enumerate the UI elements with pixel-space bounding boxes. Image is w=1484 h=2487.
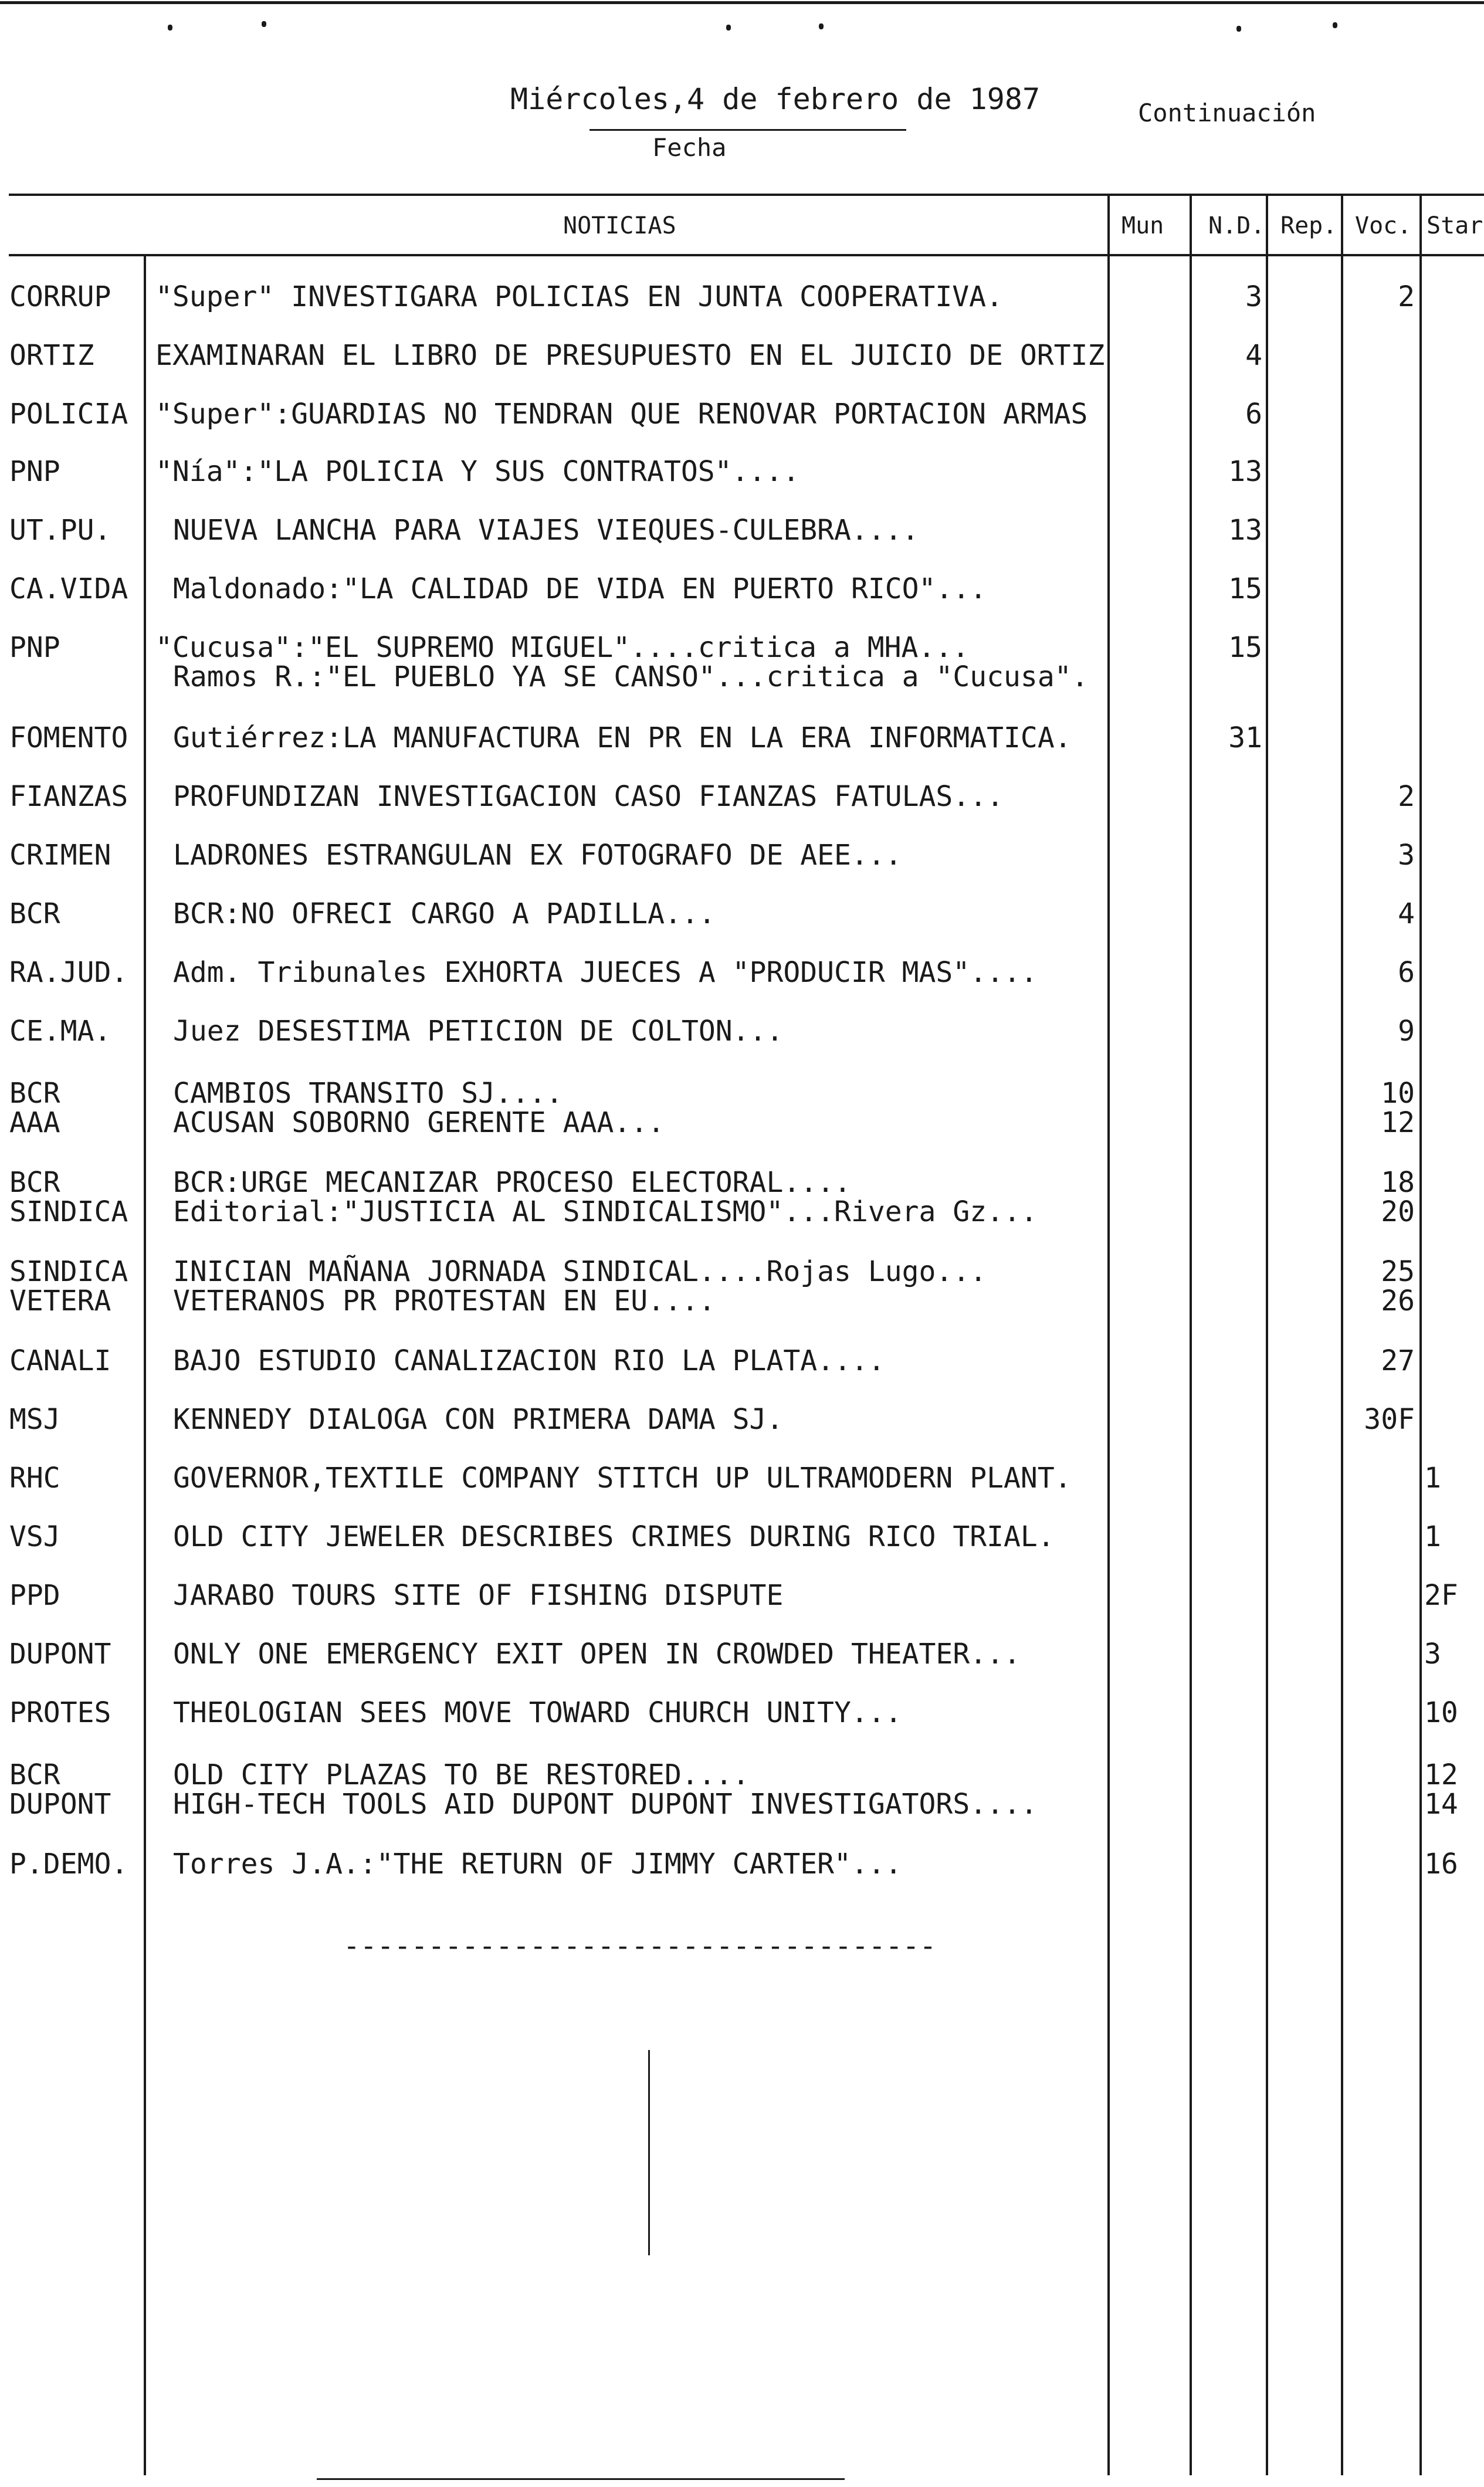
headline-text: OLD CITY PLAZAS TO BE RESTORED.... — [173, 1758, 750, 1791]
rep-page-number: 31 — [1228, 721, 1262, 754]
rep-column-divider — [1266, 194, 1268, 2475]
headline-text: "Super" INVESTIGARA POLICIAS EN JUNTA COOPERATIVA. — [155, 280, 1003, 313]
star-column-divider — [1419, 194, 1422, 2475]
section-code: RA.JUD. — [9, 956, 128, 989]
section-code: UT.PU. — [9, 514, 111, 547]
section-code: CANALI — [9, 1344, 111, 1377]
voc-column-divider — [1341, 194, 1343, 2475]
stray-vertical-mark — [648, 2050, 650, 2255]
section-code: MSJ — [9, 1403, 60, 1436]
headline-text: BCR:NO OFRECI CARGO A PADILLA... — [173, 897, 716, 930]
headline-text: INICIAN MAÑANA JORNADA SINDICAL....Rojas Lugo... — [173, 1255, 987, 1288]
header-nd: N.D. — [1208, 212, 1265, 239]
section-code: SINDICA — [9, 1255, 128, 1288]
headline-text: Maldonado:"LA CALIDAD DE VIDA EN PUERTO RICO"... — [173, 572, 987, 605]
voc-page-number: 2 — [1398, 280, 1415, 313]
section-code: BCR — [9, 897, 60, 930]
section-code: DUPONT — [9, 1638, 111, 1671]
headline-text: "Cucusa":"EL SUPREMO MIGUEL"....critica a MHA... — [155, 631, 970, 664]
section-code: PPD — [9, 1579, 60, 1612]
headline-text: KENNEDY DIALOGA CON PRIMERA DAMA SJ. — [173, 1403, 784, 1436]
section-code: SINDICA — [9, 1195, 128, 1228]
headline-text: CAMBIOS TRANSITO SJ.... — [173, 1077, 563, 1110]
headline-text: NUEVA LANCHA PARA VIAJES VIEQUES-CULEBRA.... — [173, 514, 919, 547]
rep-page-number: 13 — [1228, 514, 1262, 547]
voc-page-number: 26 — [1381, 1285, 1415, 1317]
star-page-number: 10 — [1424, 1696, 1458, 1729]
headline-text: PROFUNDIZAN INVESTIGACION CASO FIANZAS FATULAS... — [173, 780, 1004, 813]
section-code: POLICIA — [9, 398, 128, 431]
voc-page-number: 27 — [1381, 1344, 1415, 1377]
section-code: RHC — [9, 1462, 60, 1495]
voc-page-number: 12 — [1381, 1106, 1415, 1139]
scan-speck — [168, 25, 172, 31]
section-code: PROTES — [9, 1696, 111, 1729]
section-code: DUPONT — [9, 1788, 111, 1821]
section-code: CA.VIDA — [9, 572, 128, 605]
rep-page-number: 6 — [1245, 398, 1262, 431]
rep-page-number: 13 — [1228, 455, 1262, 488]
section-code: PNP — [9, 455, 60, 488]
voc-page-number: 10 — [1381, 1077, 1415, 1110]
headline-text: ACUSAN SOBORNO GERENTE AAA... — [173, 1106, 665, 1139]
header-bottom-rule — [9, 254, 1484, 256]
star-page-number: 3 — [1424, 1638, 1441, 1671]
header-voc: Voc. — [1355, 212, 1412, 239]
headline-text: ONLY ONE EMERGENCY EXIT OPEN IN CROWDED THEATER... — [173, 1638, 1021, 1671]
section-code: AAA — [9, 1106, 60, 1139]
headline-text: OLD CITY JEWELER DESCRIBES CRIMES DURING RICO TRIAL. — [173, 1520, 1055, 1553]
continuation-label: Continuación — [1138, 99, 1316, 127]
header-star: Star — [1427, 212, 1483, 239]
star-page-number: 1 — [1424, 1462, 1441, 1495]
scan-speck — [1236, 26, 1241, 32]
headline-text: Ramos R.:"EL PUEBLO YA SE CANSO"...critica a "Cucusa". — [173, 660, 1089, 693]
rep-page-number: 15 — [1228, 572, 1262, 605]
voc-page-number: 6 — [1398, 956, 1415, 989]
star-page-number: 12 — [1424, 1758, 1458, 1791]
header-noticias: NOTICIAS — [563, 212, 676, 239]
rep-page-number: 15 — [1228, 631, 1262, 664]
headline-text: LADRONES ESTRANGULAN EX FOTOGRAFO DE AEE... — [173, 839, 902, 872]
voc-page-number: 4 — [1398, 897, 1415, 930]
headline-text: Juez DESESTIMA PETICION DE COLTON... — [173, 1015, 784, 1048]
code-column-divider — [144, 254, 146, 2475]
headline-text: BAJO ESTUDIO CANALIZACION RIO LA PLATA.... — [173, 1344, 885, 1377]
voc-page-number: 9 — [1398, 1015, 1415, 1048]
voc-page-number: 3 — [1398, 839, 1415, 872]
scan-speck — [819, 23, 824, 29]
scan-speck — [1333, 22, 1337, 28]
rep-page-number: 3 — [1245, 280, 1262, 313]
voc-page-number: 18 — [1381, 1166, 1415, 1199]
headline-text: GOVERNOR,TEXTILE COMPANY STITCH UP ULTRAMODERN PLANT. — [173, 1462, 1072, 1495]
date-underline — [589, 129, 906, 131]
star-page-number: 2F — [1424, 1579, 1458, 1612]
star-page-number: 16 — [1424, 1848, 1458, 1881]
mun-column-divider — [1107, 194, 1110, 2475]
date-label: Fecha — [652, 133, 727, 162]
star-page-number: 14 — [1424, 1788, 1458, 1821]
section-code: ORTIZ — [9, 339, 94, 372]
headline-text: BCR:URGE MECANIZAR PROCESO ELECTORAL.... — [173, 1166, 851, 1199]
section-code: P.DEMO. — [9, 1848, 128, 1881]
headline-text: "Super":GUARDIAS NO TENDRAN QUE RENOVAR PORTACION ARMAS — [155, 398, 1088, 431]
headline-text: "Nía":"LA POLICIA Y SUS CONTRATOS".... — [155, 455, 800, 488]
headline-text: VETERANOS PR PROTESTAN EN EU.... — [173, 1285, 716, 1317]
headline-text: HIGH-TECH TOOLS AID DUPONT DUPONT INVESTIGATORS.... — [173, 1788, 1038, 1821]
headline-text: Gutiérrez:LA MANUFACTURA EN PR EN LA ERA INFORMATICA. — [173, 721, 1072, 754]
scan-speck — [262, 21, 266, 27]
headline-text: EXAMINARAN EL LIBRO DE PRESUPUESTO EN EL JUICIO DE ORTIZ — [155, 339, 1105, 372]
voc-page-number: 30F — [1364, 1403, 1415, 1436]
star-page-number: 1 — [1424, 1520, 1441, 1553]
section-code: FOMENTO — [9, 721, 128, 754]
section-code: BCR — [9, 1758, 60, 1791]
headline-text: JARABO TOURS SITE OF FISHING DISPUTE — [173, 1579, 784, 1612]
table-top-rule — [9, 194, 1484, 196]
headline-text: Torres J.A.:"THE RETURN OF JIMMY CARTER"... — [173, 1848, 902, 1881]
headline-text: THEOLOGIAN SEES MOVE TOWARD CHURCH UNITY... — [173, 1696, 902, 1729]
voc-page-number: 25 — [1381, 1255, 1415, 1288]
end-of-list-marker: ----------------------------------- — [343, 1930, 937, 1963]
rep-page-number: 4 — [1245, 339, 1262, 372]
section-code: BCR — [9, 1166, 60, 1199]
section-code: CE.MA. — [9, 1015, 111, 1048]
bottom-stray-rule — [317, 2478, 845, 2480]
section-code: CORRUP — [9, 280, 111, 313]
section-code: VSJ — [9, 1520, 60, 1553]
headline-text: Adm. Tribunales EXHORTA JUECES A "PRODUCIR MAS".... — [173, 956, 1038, 989]
top-rule — [0, 1, 1484, 4]
header-rep: Rep. — [1280, 212, 1337, 239]
scan-speck — [726, 25, 731, 31]
section-code: CRIMEN — [9, 839, 111, 872]
header-mun: Mun — [1122, 212, 1164, 239]
report-date: Miércoles,4 de febrero de 1987 — [510, 82, 1041, 116]
section-code: FIANZAS — [9, 780, 128, 813]
headline-text: Editorial:"JUSTICIA AL SINDICALISMO"...Rivera Gz... — [173, 1195, 1038, 1228]
section-code: PNP — [9, 631, 60, 664]
section-code: BCR — [9, 1077, 60, 1110]
voc-page-number: 20 — [1381, 1195, 1415, 1228]
section-code: VETERA — [9, 1285, 111, 1317]
voc-page-number: 2 — [1398, 780, 1415, 813]
